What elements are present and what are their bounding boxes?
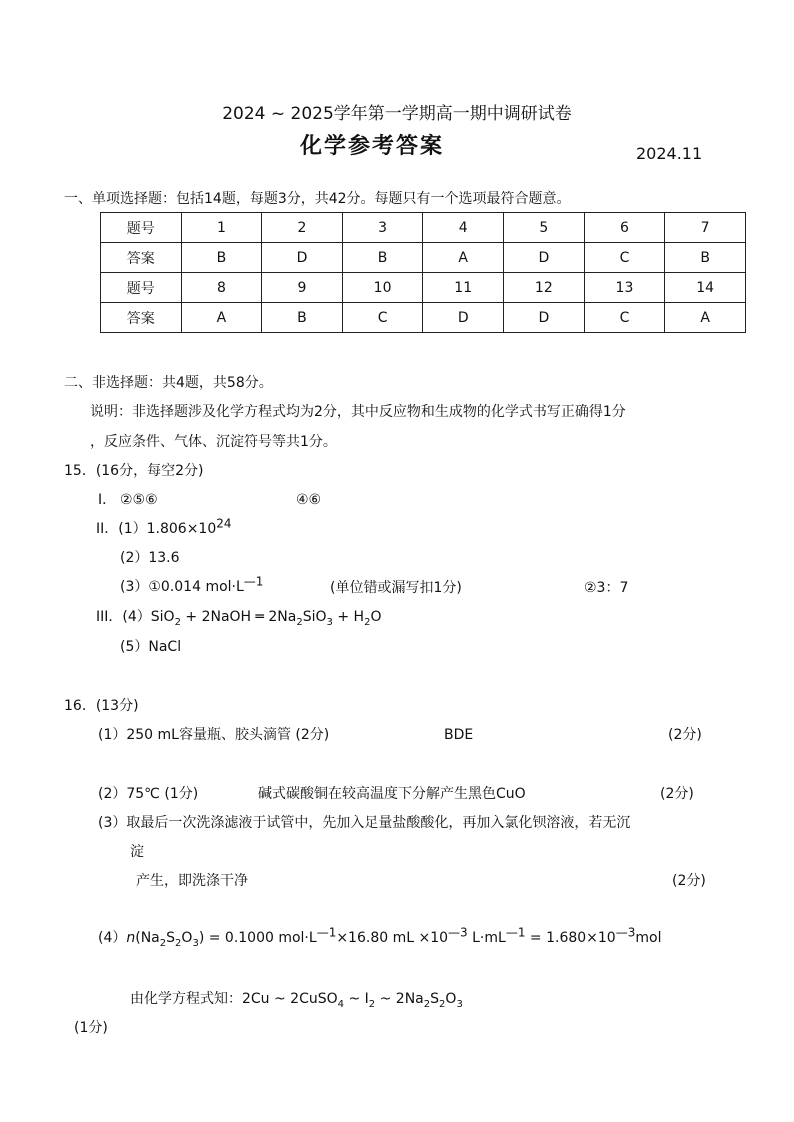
table-cell: C: [342, 303, 423, 333]
q15-ii-1: [96, 516, 232, 538]
exam-title: 2024 ~ 2025学年第一学期高一期中调研试卷: [222, 104, 572, 124]
q15-ii-3-answer-b: ②3：7: [584, 580, 629, 596]
table-cell: 7: [665, 213, 746, 243]
f-sub: 2: [175, 937, 182, 949]
q15-ii-3-text: (3）①0.014 mol·L: [120, 579, 244, 595]
q15-title: 15．(16分，每空2分): [64, 463, 204, 479]
eq-subscript: 2: [296, 616, 303, 628]
eq-part: + 2NaOH ═ 2Na: [180, 609, 297, 625]
table-cell: 答案: [101, 243, 182, 273]
f-part: S: [166, 930, 176, 946]
q16-3-line3: 产生，即洗涤干净: [136, 873, 248, 889]
eq-part: III．(4）SiO: [96, 609, 175, 625]
table-row: [101, 243, 746, 273]
table-cell: 2: [262, 213, 343, 243]
q16-3-score: (2分): [672, 873, 706, 889]
r-sub: 2: [439, 998, 446, 1010]
q15-ii-1-exponent: 24: [216, 516, 232, 531]
eq-part: O: [370, 609, 382, 625]
r-part: ~ I: [344, 991, 369, 1007]
f-part: = 1.680×10: [525, 930, 616, 946]
r-part: S: [430, 991, 440, 1007]
r-part: O: [445, 991, 457, 1007]
table-cell: 13: [584, 273, 665, 303]
table-cell: 14: [665, 273, 746, 303]
q15-ii-3-exponent: —1: [243, 574, 264, 589]
q16-2: (2）75℃ (1分): [98, 786, 199, 802]
table-cell: D: [262, 243, 343, 273]
page-title: 化学参考答案: [300, 134, 445, 159]
r-sub: 2: [423, 998, 431, 1010]
f-part: L·mL: [467, 930, 506, 946]
q16-title: 16．(13分): [64, 698, 139, 714]
f-part: ) = 0.1000 mol·L: [198, 930, 317, 946]
f-sup: —3: [615, 925, 636, 940]
q16-4-relation: [130, 991, 463, 1008]
table-cell: D: [504, 303, 585, 333]
q15-i-label: I．: [98, 492, 117, 508]
q15-iii-4-equation: [96, 609, 382, 626]
table-cell: 4: [423, 213, 504, 243]
table-cell: 答案: [101, 303, 182, 333]
section2-note-line2: ，反应条件、气体、沉淀符号等共1分。: [90, 434, 337, 450]
table-cell: 5: [504, 213, 585, 243]
table-cell: B: [262, 303, 343, 333]
table-cell: 3: [342, 213, 423, 243]
table-cell: A: [181, 303, 262, 333]
table-row: [101, 273, 746, 303]
table-cell: 9: [262, 273, 343, 303]
section1-heading: 一、单项选择题：包括14题，每题3分，共42分。每题只有一个选项最符合题意。: [64, 191, 571, 207]
r-part: 由化学方程式知：2Cu ~ 2CuSO: [130, 991, 338, 1007]
f-sup: —1: [505, 925, 526, 940]
table-cell: D: [423, 303, 504, 333]
eq-part: SiO: [302, 609, 327, 625]
table-row: [101, 303, 746, 333]
q16-2-answer-b: 碱式碳酸铜在较高温度下分解产生黑色CuO: [258, 786, 526, 802]
f-part: (4）: [98, 930, 127, 946]
eq-part: + H: [332, 609, 365, 625]
table-cell: 题号: [101, 273, 182, 303]
f-part: mol: [635, 930, 662, 946]
table-cell: A: [423, 243, 504, 273]
q15-ii-3: [120, 574, 264, 596]
table-cell: C: [584, 243, 665, 273]
q16-3-line1: (3）取最后一次洗涤滤液于试管中，先加入足量盐酸酸化，再加入氯化钡溶液，若无沉: [98, 815, 631, 831]
q15-ii-3-note: (单位错或漏写扣1分): [330, 580, 462, 596]
table-cell: 11: [423, 273, 504, 303]
table-cell: B: [342, 243, 423, 273]
q15-ii-2: (2）13.6: [120, 550, 180, 566]
q15-iii-5: (5）NaCl: [120, 639, 182, 655]
f-sub: 3: [192, 937, 199, 949]
section2-heading: 二、非选择题：共4题，共58分。: [64, 375, 273, 391]
r-sub: 2: [368, 998, 376, 1010]
q15-ii-1-text: II．(1）1.806×10: [96, 521, 217, 537]
q15-i-answer-a: ②⑤⑥: [120, 492, 158, 508]
f-sup: —3: [448, 925, 468, 940]
q16-1-score: (2分): [668, 727, 702, 743]
q16-3-line2: 淀: [130, 844, 144, 860]
r-part: ~ 2Na: [375, 991, 424, 1007]
table-cell: 8: [181, 273, 262, 303]
table-cell: A: [665, 303, 746, 333]
eq-subscript: 2: [364, 616, 371, 628]
f-italic-n: n: [126, 930, 136, 946]
f-part: ×16.80 mL ×10: [336, 930, 449, 946]
table-cell: B: [665, 243, 746, 273]
f-part: O: [181, 930, 193, 946]
r-sub: 4: [337, 998, 345, 1010]
table-row: [101, 213, 746, 243]
f-sub: 2: [159, 937, 167, 949]
table-cell: D: [504, 243, 585, 273]
table-cell: 题号: [101, 213, 182, 243]
table-cell: 12: [504, 273, 585, 303]
eq-subscript: 2: [174, 616, 181, 628]
section2-note-line1: 说明：非选择题涉及化学方程式均为2分，其中反应物和生成物的化学式书写正确得1分: [90, 404, 626, 420]
q15-i-answer-b: ④⑥: [296, 492, 322, 508]
eq-subscript: 3: [326, 616, 333, 628]
f-part: (Na: [135, 930, 160, 946]
q16-1-answer-b: BDE: [444, 727, 474, 743]
q16-4-score: (1分): [74, 1020, 108, 1036]
table-cell: 10: [342, 273, 423, 303]
f-sup: —1: [316, 925, 337, 940]
q16-2-score: (2分): [660, 786, 694, 802]
r-sub: 3: [456, 998, 463, 1010]
q16-4-formula: [98, 925, 662, 949]
table-cell: 6: [584, 213, 665, 243]
exam-date: 2024.11: [636, 144, 703, 163]
q16-1: (1）250 mL容量瓶、胶头滴管 (2分): [98, 727, 330, 743]
table-cell: 1: [181, 213, 262, 243]
table-cell: B: [181, 243, 262, 273]
table-cell: C: [584, 303, 665, 333]
answer-table: [100, 212, 746, 333]
